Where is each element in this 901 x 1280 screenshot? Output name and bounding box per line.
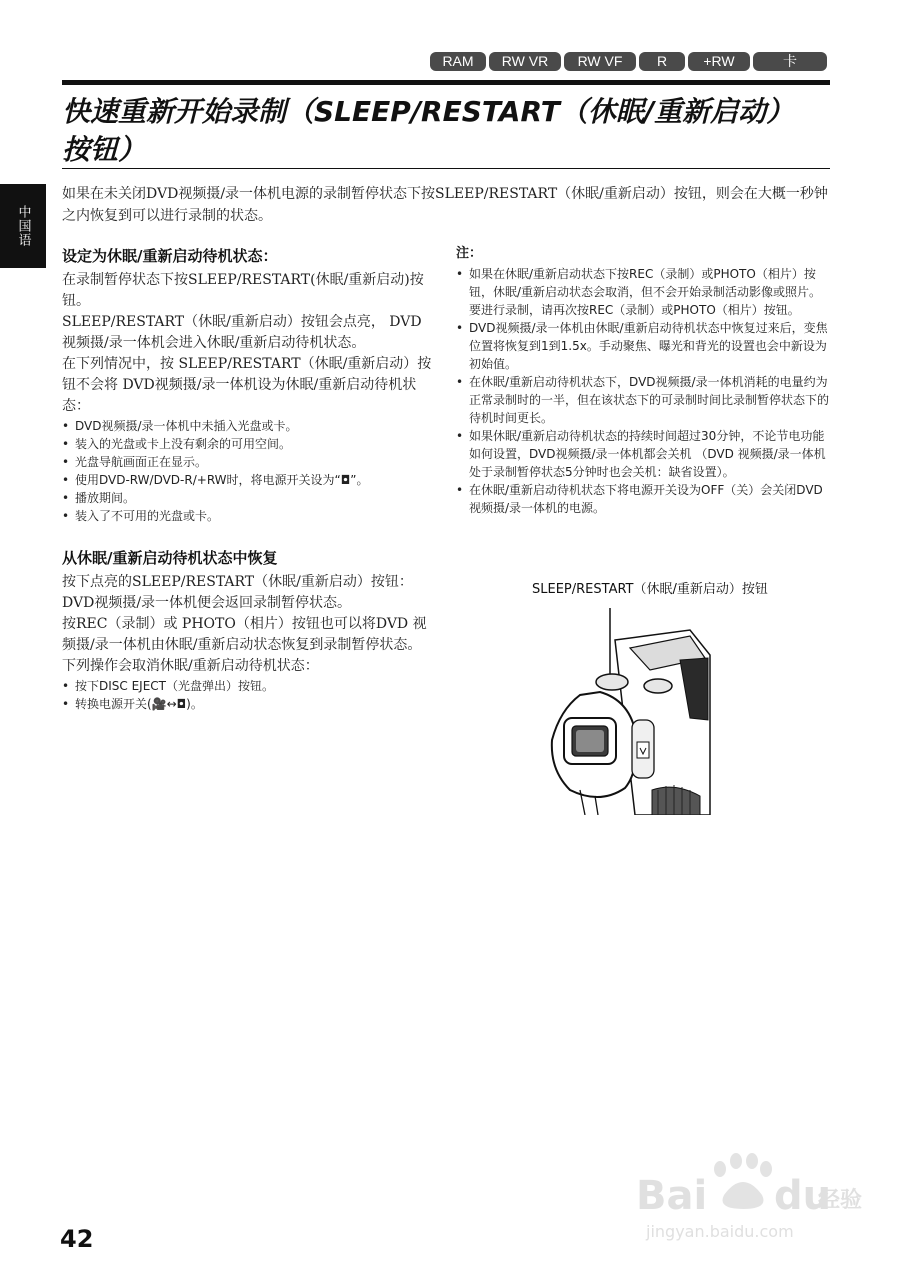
list-item: • 播放期间。 — [62, 489, 434, 507]
svg-text:jingyan.baidu.com: jingyan.baidu.com — [646, 1222, 794, 1241]
note-item: • 在休眠/重新启动待机状态下将电源开关设为OFF（关）会关闭DVD视频摄/录一体机的电源。 — [456, 481, 830, 517]
section2-paragraph: DVD视频摄/录一体机便会返回录制暂停状态。 — [62, 595, 352, 611]
section2-paragraph: 按下点亮的SLEEP/RESTART（休眠/重新启动）按钮： — [62, 574, 413, 590]
list-item: • 按下DISC EJECT（光盘弹出）按钮。 — [62, 677, 434, 695]
intro-paragraph: 如果在未关闭DVD视频摄/录一体机电源的录制暂停状态下按SLEEP/RESTART（休眠/重新启动）按钮，则会在大概一秒钟之内恢复到可以进行录制的状态。 — [62, 186, 828, 224]
section1-paragraph: 在下列情况中，按 SLEEP/RESTART（休眠/重新启动）按钮不会将 DVD视频摄/录一体机设为休眠/重新启动待机状态： — [62, 356, 432, 414]
section1-paragraph: 在录制暂停状态下按SLEEP/RESTART(休眠/重新启动)按钮。 — [62, 272, 424, 309]
list-item: • 装入了不可用的光盘或卡。 — [62, 507, 434, 525]
section2-paragraph: 按REC（录制）或 PHOTO（相片）按钮也可以将DVD 视频摄/录一体机由休眠/重新启动状态恢复到录制暂停状态。 — [62, 616, 427, 653]
section2-bullet-list — [62, 677, 434, 713]
section1-bullet-list — [62, 417, 434, 525]
notes-title: 注： — [456, 246, 483, 261]
note-item: • DVD视频摄/录一体机由休眠/重新启动待机状态中恢复过来后，变焦位置将恢复到1到1.5x。手动聚焦、曝光和背光的设置也会中新设为初始值。 — [456, 319, 830, 373]
notes-column — [456, 245, 830, 517]
disc-tab-ram: RAM — [430, 52, 486, 71]
disc-tab-rw-vr: RW VR — [489, 52, 561, 71]
figure-caption: SLEEP/RESTART（休眠/重新启动）按钮 — [532, 582, 768, 597]
list-item: • 转换电源开关(🎥↔◘)。 — [62, 695, 434, 713]
list-item: • DVD视频摄/录一体机中未插入光盘或卡。 — [62, 417, 434, 435]
disc-tab-card: 卡 — [753, 52, 827, 71]
page-number: 42 — [60, 1225, 94, 1253]
disc-tab-rw-vf: RW VF — [564, 52, 636, 71]
left-column — [62, 245, 434, 713]
paw-icon — [714, 1153, 772, 1209]
note-item: • 在休眠/重新启动待机状态下，DVD视频摄/录一体机消耗的电量约为正常录制时的一半，但在该状态下的可录制时间比录制暂停状态下的待机时间更长。 — [456, 373, 830, 427]
note-item: • 如果在休眠/重新启动状态下按REC（录制）或PHOTO（相片）按钮，休眠/重新启动状态会取消，但不会开始录制活动影像或照片。要进行录制，请再次按REC（录制）或PHOTO（相片）按钮。 — [456, 265, 830, 319]
section2-paragraph: 下列操作会取消休眠/重新启动待机状态： — [62, 658, 319, 674]
list-item: • 光盘导航画面正在显示。 — [62, 453, 434, 471]
section1-heading: 设定为休眠/重新启动待机状态： — [62, 247, 278, 265]
section2-heading: 从休眠/重新启动待机状态中恢复 — [62, 549, 278, 567]
title-underline — [62, 168, 830, 169]
list-item: • 使用DVD-RW/DVD-R/+RW时，将电源开关设为“◘”。 — [62, 471, 434, 489]
camcorder-illustration — [540, 600, 720, 815]
note-item: • 如果休眠/重新启动待机状态的持续时间超过30分钟，不论节电功能如何设置，DVD视频摄/录一体机都会关机 （DVD 视频摄/录一体机处于录制暂停状态5分钟时也会关机：缺省设置）。 — [456, 427, 830, 481]
svg-text:Bai: Bai — [636, 1173, 708, 1219]
disc-tab-r: R — [639, 52, 685, 71]
section1-paragraph: SLEEP/RESTART（休眠/重新启动）按钮会点亮， DVD视频摄/录一体机会进入休眠/重新启动待机状态。 — [62, 314, 422, 351]
svg-text:du: du — [774, 1173, 832, 1219]
language-label: 中国语 — [15, 205, 31, 247]
disc-type-tabs — [430, 52, 827, 71]
language-side-tab — [0, 184, 46, 268]
notes-list — [456, 265, 830, 517]
page-title: 快速重新开始录制（SLEEP/RESTART（休眠/重新启动）按钮） — [62, 95, 795, 166]
disc-tab-plus-rw: +RW — [688, 52, 750, 71]
baidu-watermark — [632, 1147, 862, 1247]
top-rule — [62, 80, 830, 85]
list-item: • 装入的光盘或卡上没有剩余的可用空间。 — [62, 435, 434, 453]
svg-text:经验: 经验 — [818, 1188, 862, 1213]
